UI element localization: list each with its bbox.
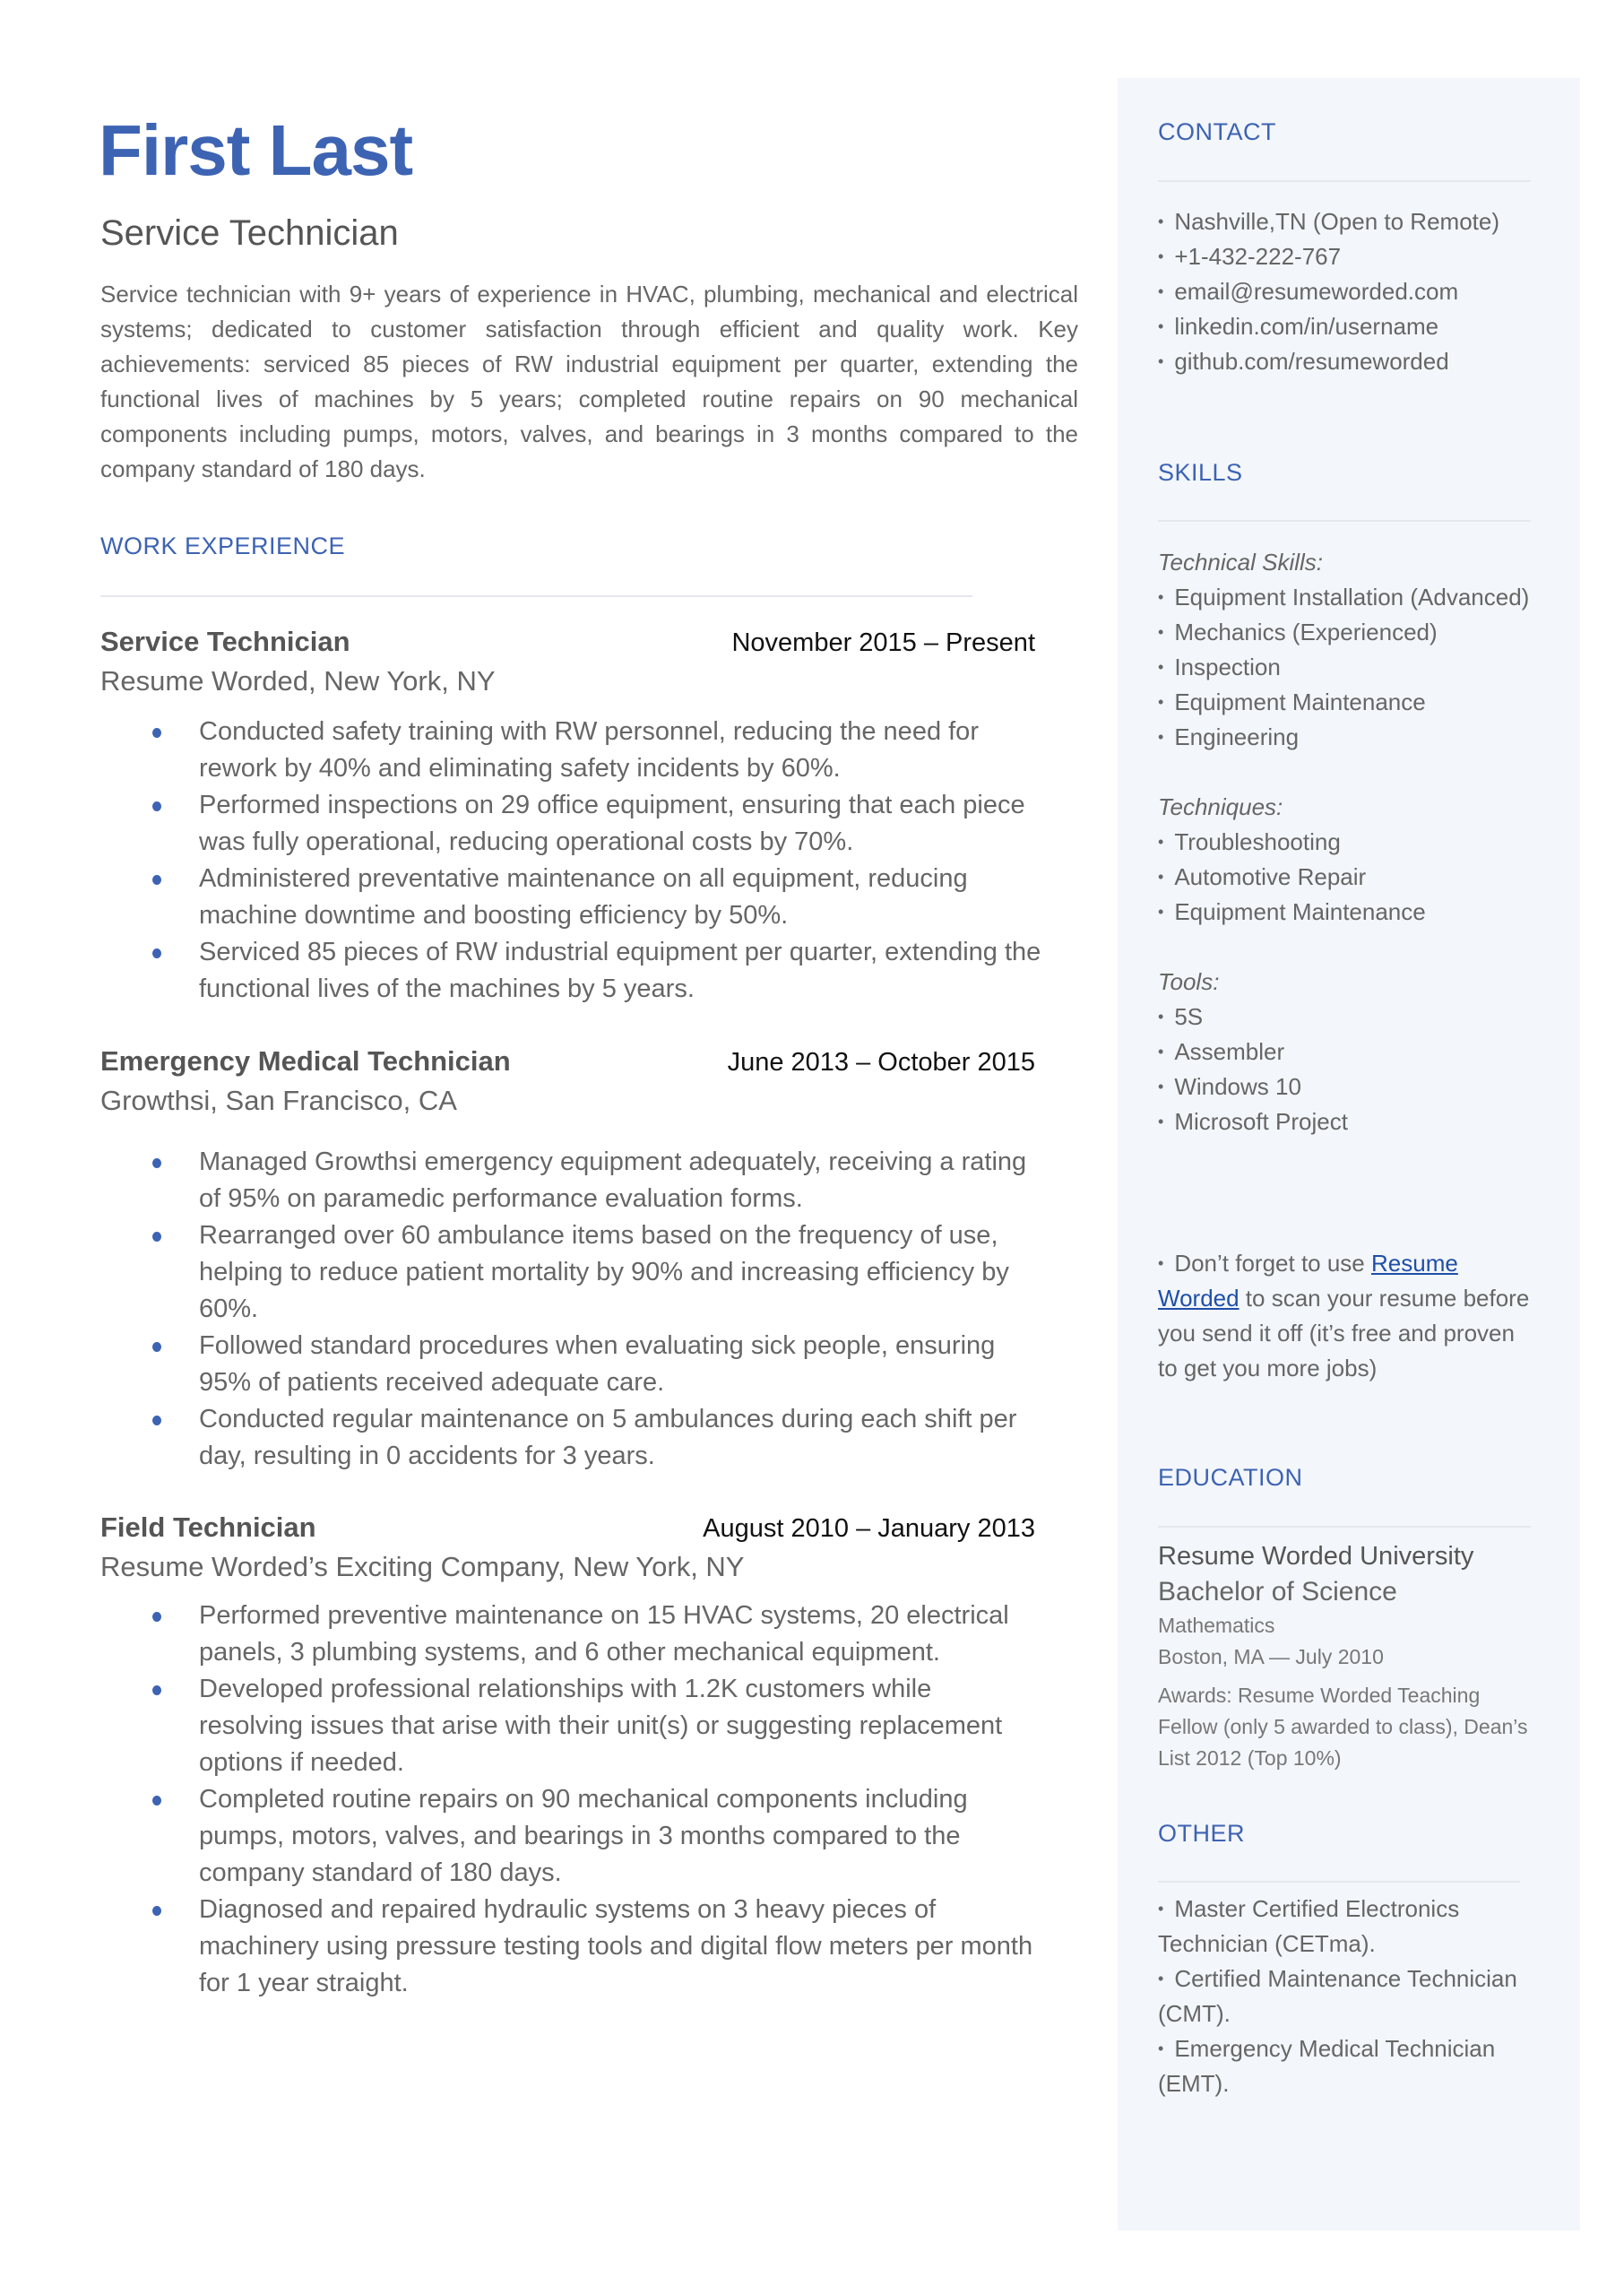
list-item-text: 5S [1174, 1003, 1204, 1030]
list-item-text: Equipment Maintenance [1174, 898, 1426, 925]
achievement-item [100, 1671, 1041, 1781]
achievement-text: Diagnosed and repaired hydraulic systems on 3 heavy pieces of machinery using pressure testing tools and digital flow meters per month for 1 year straight. [199, 1895, 1033, 1997]
contact-item [1158, 204, 1534, 239]
bullet-icon: • [1158, 1078, 1164, 1096]
bullet-icon: • [1158, 212, 1164, 230]
bullet-icon: • [1158, 352, 1164, 370]
achievement-text: Managed Growthsi emergency equipment adequately, receiving a rating of 95% on paramedic performance evaluation forms. [199, 1148, 1027, 1213]
list-item [1158, 650, 1534, 685]
resume-worded-tip [1158, 1246, 1534, 1386]
job-header [100, 626, 1035, 658]
list-item-text: Master Certified Electronics Technician (CETma). [1158, 1895, 1460, 1957]
education-entry [1158, 1538, 1534, 1774]
divider [100, 595, 972, 597]
contact-text: Nashville,TN (Open to Remote) [1174, 208, 1499, 235]
list-item-text: Emergency Medical Technician (EMT). [1158, 2035, 1496, 2097]
tip-text: to scan your resume before you send it off (it’s free and proven to get you more jobs) [1158, 1285, 1530, 1381]
contact-text[interactable]: linkedin.com/in/username [1174, 313, 1439, 340]
list-item [1158, 2031, 1543, 2101]
bullet-icon: • [1158, 728, 1164, 746]
list-item [1158, 615, 1534, 650]
list-item-text: Engineering [1174, 723, 1300, 750]
list-item-text: Automotive Repair [1174, 863, 1367, 890]
list-item [1158, 720, 1534, 755]
job-entry [100, 1045, 1035, 1475]
bullet-icon [152, 875, 161, 885]
skill-group-label: Technical Skills: [1158, 549, 1324, 576]
list-item [1158, 860, 1534, 895]
bullet-icon: • [1158, 317, 1164, 335]
bullet-icon [152, 1158, 161, 1168]
tip-text: Don’t forget to use [1174, 1250, 1371, 1277]
bullet-icon [152, 1906, 161, 1916]
bullet-icon: • [1158, 1113, 1164, 1130]
list-item [1158, 580, 1534, 615]
job-dates: June 2013 – October 2015 [727, 1048, 1035, 1077]
bullet-icon: • [1158, 1043, 1164, 1061]
list-item [1158, 1070, 1534, 1104]
achievement-list [100, 714, 1041, 1008]
company-location: Growthsi, San Francisco, CA [100, 1085, 457, 1116]
education-heading: EDUCATION [1158, 1464, 1303, 1491]
bullet-icon [152, 1232, 161, 1242]
achievement-item [100, 1217, 1041, 1328]
achievement-item [100, 934, 1041, 1008]
job-header [100, 1045, 1035, 1078]
bullet-icon: • [1158, 658, 1164, 676]
bullet-icon [152, 801, 161, 811]
list-item-text: Equipment Maintenance [1174, 688, 1426, 715]
bullet-icon [152, 1342, 161, 1352]
bullet-icon: • [1158, 1008, 1164, 1026]
list-item-text: Inspection [1174, 654, 1281, 680]
skills-heading: SKILLS [1158, 459, 1243, 486]
list-item-text: Windows 10 [1174, 1073, 1301, 1100]
achievement-list [100, 1144, 1035, 1475]
divider [1158, 1881, 1520, 1883]
resume-worded-link[interactable]: Resume Worded [1158, 1250, 1458, 1312]
skill-group-label: Techniques: [1158, 793, 1283, 820]
achievement-text: Conducted regular maintenance on 5 ambulances during each shift per day, resulting in 0 accidents for 3 years. [199, 1405, 1017, 1470]
job-dates: November 2015 – Present [731, 628, 1035, 657]
bullet-icon: • [1158, 693, 1164, 711]
bullet: • [1158, 1254, 1164, 1272]
job-title: Emergency Medical Technician [100, 1045, 511, 1077]
divider [1158, 1526, 1531, 1528]
field-of-study: Mathematics [1158, 1614, 1275, 1637]
list-item [1158, 1892, 1543, 1962]
candidate-title: Service Technician [100, 213, 399, 253]
job-title: Field Technician [100, 1511, 316, 1543]
job-entry [100, 626, 1041, 1008]
achievement-item [100, 861, 1041, 934]
other-heading: OTHER [1158, 1820, 1245, 1847]
school-name: Resume Worded University [1158, 1542, 1474, 1571]
list-item [1158, 685, 1534, 720]
skill-group [1158, 965, 1534, 1139]
bullet-icon [152, 1685, 161, 1695]
contact-item [1158, 274, 1534, 309]
contact-text: +1-432-222-767 [1174, 243, 1342, 270]
divider [1158, 520, 1531, 522]
bullet-icon: • [1158, 1970, 1164, 1988]
achievement-text: Serviced 85 pieces of RW industrial equipment per quarter, extending the functional lives of the machines by 5 years. [199, 938, 1041, 1003]
job-title: Service Technician [100, 626, 350, 657]
achievement-item [100, 1328, 1041, 1401]
contact-text[interactable]: email@resumeworded.com [1174, 278, 1459, 305]
bullet-icon: • [1158, 868, 1164, 886]
achievement-text: Completed routine repairs on 90 mechanical components including pumps, motors, valves, and bearings in 3 months compared to the company standard of 180 days. [199, 1785, 968, 1887]
achievement-text: Rearranged over 60 ambulance items based on the frequency of use, helping to reduce patient mortality by 90% and increasing efficiency by 60%. [199, 1221, 1009, 1323]
list-item [1158, 895, 1534, 930]
list-item [1158, 1035, 1534, 1070]
achievement-item [100, 1144, 1041, 1217]
list-item [1158, 825, 1534, 860]
contact-item [1158, 344, 1534, 379]
list-item [1158, 1962, 1543, 2031]
work-experience-heading: WORK EXPERIENCE [100, 533, 346, 559]
achievement-item [100, 1401, 1041, 1475]
list-item-text: Certified Maintenance Technician (CMT). [1158, 1965, 1517, 2027]
achievement-text: Conducted safety training with RW personnel, reducing the need for rework by 40% and eliminating safety incidents by 60%. [199, 717, 979, 783]
list-item [1158, 1000, 1534, 1035]
skills-list [1158, 545, 1534, 1139]
bullet-icon: • [1158, 588, 1164, 606]
job-header [100, 1511, 1035, 1544]
achievement-item [100, 1598, 1041, 1671]
achievement-text: Administered preventative maintenance on all equipment, reducing machine downtime and boosting efficiency by 50%. [199, 864, 968, 930]
list-item [1158, 1104, 1534, 1139]
bullet-icon [152, 1612, 161, 1622]
contact-item [1158, 309, 1534, 344]
location-date: Boston, MA — July 2010 [1158, 1645, 1384, 1668]
bullet-icon: • [1158, 247, 1164, 265]
contact-text[interactable]: github.com/resumeworded [1174, 348, 1449, 375]
bullet-icon: • [1158, 623, 1164, 641]
company-location: Resume Worded, New York, NY [100, 665, 496, 697]
bullet-icon [152, 1796, 161, 1806]
company-location: Resume Worded’s Exciting Company, New York, NY [100, 1551, 745, 1582]
list-item-text: Troubleshooting [1174, 828, 1341, 855]
awards: Awards: Resume Worded Teaching Fellow (only 5 awarded to class), Dean’s List 2012 (Top 10%) [1158, 1684, 1528, 1770]
achievement-item [100, 787, 1041, 861]
bullet-icon [152, 728, 161, 738]
achievement-list [100, 1598, 1035, 2002]
summary: Service technician with 9+ years of experience in HVAC, plumbing, mechanical and electrical systems; dedicated to customer satisfaction through efficient and quality work. Key achievements: serviced 85 pieces of RW industrial equipment per quarter, extending the functional lives of machines by 5 years; completed routine repairs on 90 mechanical components including pumps, motors, valves, and bearings in 3 months compared to the company standard of 180 days. [100, 281, 1078, 482]
contact-item [1158, 239, 1534, 274]
skill-group [1158, 545, 1534, 755]
contact-list [1158, 204, 1534, 379]
achievement-text: Developed professional relationships with 1.2K customers while resolving issues that arise with their unit(s) or suggesting replacement options if needed. [199, 1675, 1003, 1777]
list-item-text: Equipment Installation (Advanced) [1174, 584, 1530, 611]
job-entry [100, 1511, 1035, 2002]
achievement-item [100, 714, 1041, 787]
list-item-text: Microsoft Project [1174, 1108, 1348, 1135]
achievement-text: Performed inspections on 29 office equipment, ensuring that each piece was fully operational, reducing operational costs by 70%. [199, 791, 1025, 856]
other-list [1158, 1892, 1543, 2101]
degree: Bachelor of Science [1158, 1577, 1397, 1606]
skill-group-label: Tools: [1158, 968, 1220, 995]
bullet-icon: • [1158, 1900, 1164, 1918]
achievement-text: Followed standard procedures when evaluating sick people, ensuring 95% of patients received adequate care. [199, 1331, 996, 1397]
candidate-name: First Last [99, 110, 413, 190]
list-item-text: Assembler [1174, 1038, 1285, 1065]
bullet-icon [152, 948, 161, 958]
bullet-icon: • [1158, 833, 1164, 851]
bullet-icon: • [1158, 282, 1164, 300]
contact-heading: CONTACT [1158, 118, 1276, 145]
achievement-item [100, 1892, 1041, 2002]
divider [1158, 180, 1531, 182]
job-dates: August 2010 – January 2013 [703, 1514, 1035, 1543]
skill-group [1158, 790, 1534, 930]
bullet-icon: • [1158, 2040, 1164, 2057]
list-item-text: Mechanics (Experienced) [1174, 619, 1438, 645]
bullet-icon [152, 1416, 161, 1425]
bullet-icon: • [1158, 903, 1164, 921]
achievement-text: Performed preventive maintenance on 15 HVAC systems, 20 electrical panels, 3 plumbing systems, and 6 other mechanical equipment. [199, 1601, 1009, 1667]
achievement-item [100, 1781, 1041, 1892]
